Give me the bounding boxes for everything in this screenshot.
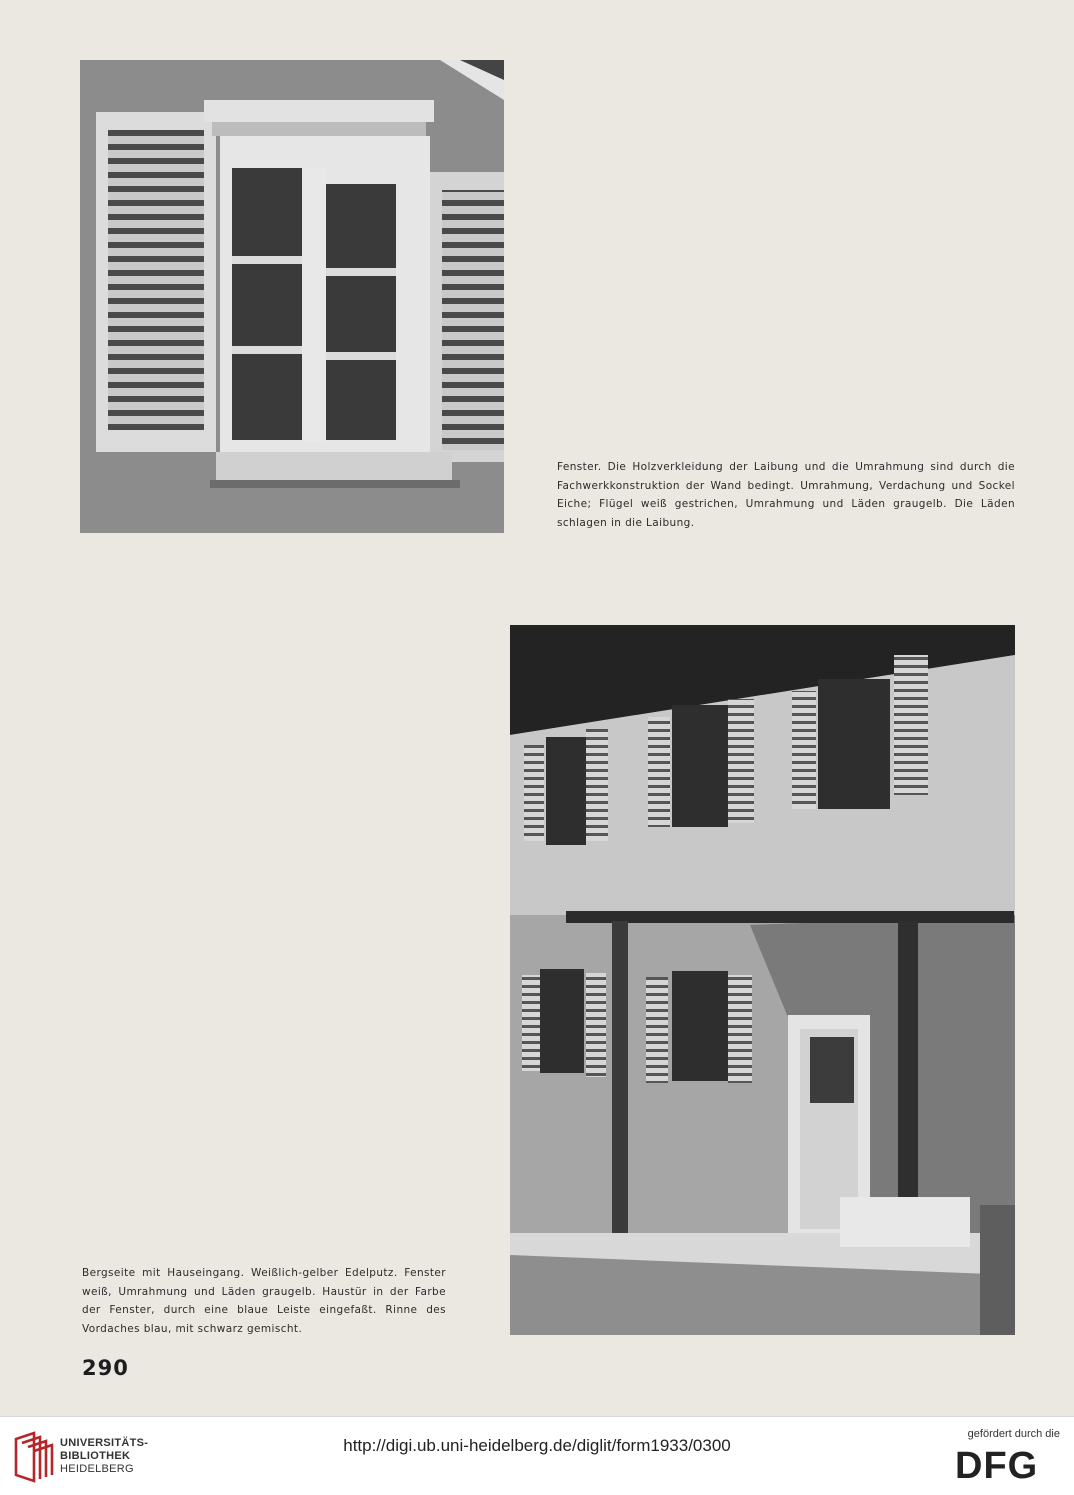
funded-by-label: gefördert durch die bbox=[967, 1428, 1060, 1440]
page-number: 290 bbox=[82, 1356, 129, 1380]
house-caption-text: Bergseite mit Hauseingang. Weißlich-gelber Edelputz. Fenster weiß, Umrahmung und Läden graugelb. Haustür in der Farbe der Fenster, durch eine blaue Leiste eingefaßt. Rinne des Vordaches blau, mit schwarz gemischt. bbox=[82, 1267, 446, 1335]
house-photo-illustration bbox=[510, 625, 1015, 1335]
library-name-line2: BIBLIOTHEK bbox=[60, 1450, 131, 1462]
library-name-line3: HEIDELBERG bbox=[60, 1463, 134, 1475]
window-caption bbox=[557, 458, 1015, 532]
library-name-line1: UNIVERSITÄTS- bbox=[60, 1437, 149, 1449]
house-entrance-photo bbox=[510, 625, 1015, 1335]
window-photo bbox=[80, 60, 504, 533]
window-caption-text: Fenster. Die Holzverkleidung der Laibung und die Umrahmung sind durch die Fachwerkkonstruktion der Wand bedingt. Umrahmung, Verdachung und Sockel Eiche; Flügel weiß gestrichen, Umrahmung und Läden graugelb. Die Läden schlagen in die Laibung. bbox=[557, 461, 1015, 529]
dfg-logo[interactable]: DFG bbox=[955, 1445, 1039, 1487]
window-photo-illustration bbox=[80, 60, 504, 533]
house-caption bbox=[82, 1264, 446, 1338]
permalink-url[interactable]: http://digi.ub.uni-heidelberg.de/diglit/form1933/0300 bbox=[343, 1436, 731, 1455]
